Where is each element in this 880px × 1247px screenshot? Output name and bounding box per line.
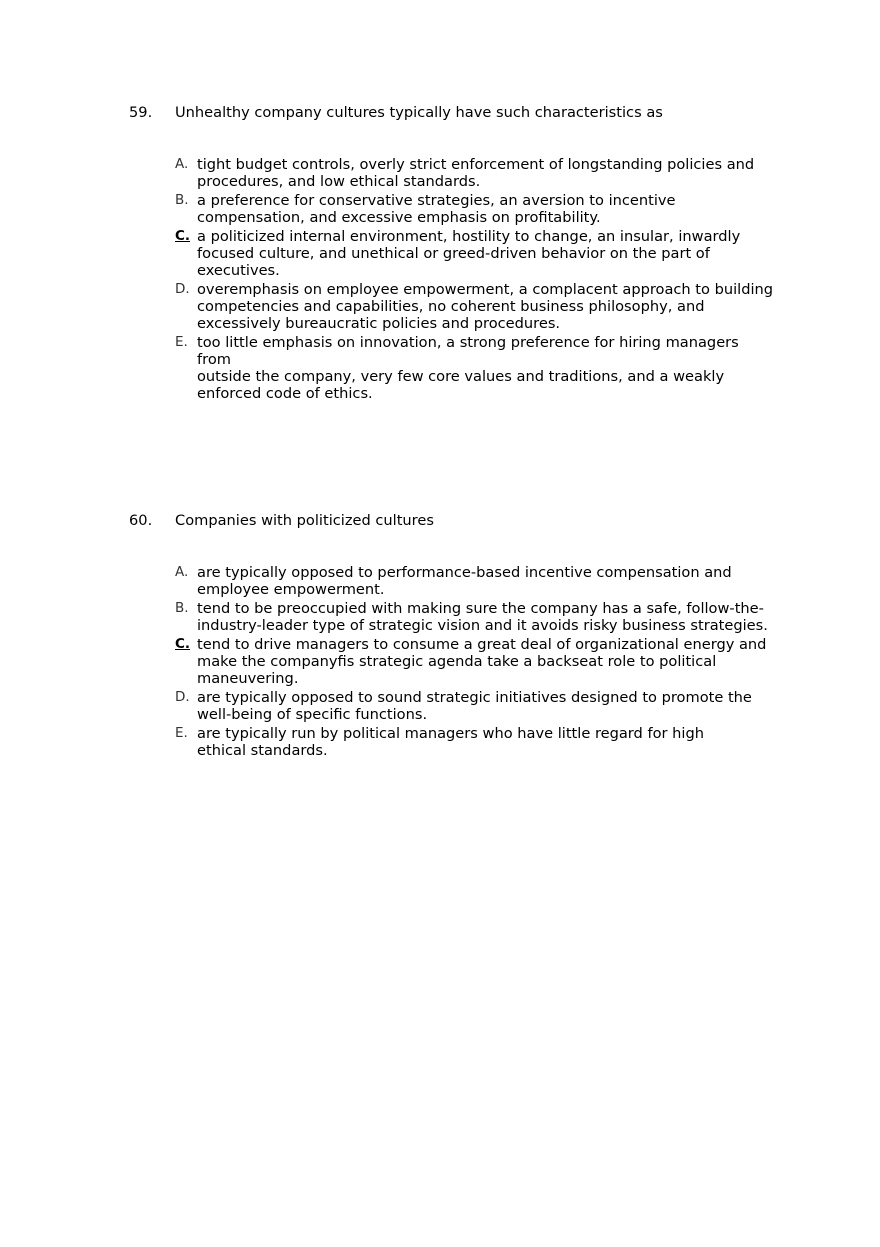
- choice-text: overemphasis on employee empowerment, a complacent approach to building competencies and capabilities, no coherent business philosophy, and excessively bureaucratic policies and procedures.: [197, 281, 774, 332]
- choice-text: too little emphasis on innovation, a strong preference for hiring managers from outside the company, very few core values and traditions, and a weakly enforced code of ethics.: [197, 334, 739, 402]
- question-header: [0, 103, 880, 123]
- choice-letter: B.: [175, 600, 189, 616]
- question-number: 60.: [129, 512, 153, 529]
- answer-choice-b: [0, 600, 880, 634]
- question-60: [0, 511, 880, 759]
- choice-text: are typically run by political managers who have little regard for high ethical standards.: [197, 725, 704, 759]
- choice-text: are typically opposed to performance-based incentive compensation and employee empowerment.: [197, 564, 732, 598]
- question-text: Companies with politicized cultures: [175, 512, 434, 529]
- choice-letter: D.: [175, 689, 190, 705]
- question-header: [0, 511, 880, 531]
- question-number: 59.: [129, 104, 153, 121]
- answer-choices: [0, 564, 880, 761]
- question-text: Unhealthy company cultures typically have such characteristics as: [175, 104, 663, 121]
- answer-choice-a: [0, 156, 880, 190]
- choice-letter: B.: [175, 192, 189, 208]
- choice-text: tend to drive managers to consume a great deal of organizational energy and make the companyfis strategic agenda take a backseat role to political maneuvering.: [197, 636, 767, 687]
- choice-text: tend to be preoccupied with making sure the company has a safe, follow-the- industry-leader type of strategic vision and it avoids risky business strategies.: [197, 600, 768, 634]
- answer-choice-c: [0, 636, 880, 687]
- choice-letter: D.: [175, 281, 190, 297]
- answer-choice-d: [0, 689, 880, 723]
- choice-text: are typically opposed to sound strategic initiatives designed to promote the well-being of specific functions.: [197, 689, 752, 723]
- answer-choice-b: [0, 192, 880, 226]
- choice-letter: E.: [175, 334, 188, 350]
- choice-text: tight budget controls, overly strict enforcement of longstanding policies and procedures, and low ethical standards.: [197, 156, 755, 190]
- correct-choice-letter: C.: [175, 228, 191, 244]
- question-59: [0, 103, 880, 402]
- answer-choice-c: [0, 228, 880, 279]
- answer-choice-d: [0, 281, 880, 332]
- answer-choices: [0, 156, 880, 404]
- answer-choice-e: [0, 334, 880, 402]
- choice-letter: E.: [175, 725, 188, 741]
- choice-letter: A.: [175, 564, 189, 580]
- choice-text: a preference for conservative strategies, an aversion to incentive compensation, and excessive emphasis on profitability.: [197, 192, 676, 226]
- answer-choice-a: [0, 564, 880, 598]
- answer-choice-e: [0, 725, 880, 759]
- choice-letter: A.: [175, 156, 189, 172]
- choice-text: a politicized internal environment, hostility to change, an insular, inwardly focused culture, and unethical or greed-driven behavior on the part of executives.: [197, 228, 741, 279]
- correct-choice-letter: C.: [175, 636, 191, 652]
